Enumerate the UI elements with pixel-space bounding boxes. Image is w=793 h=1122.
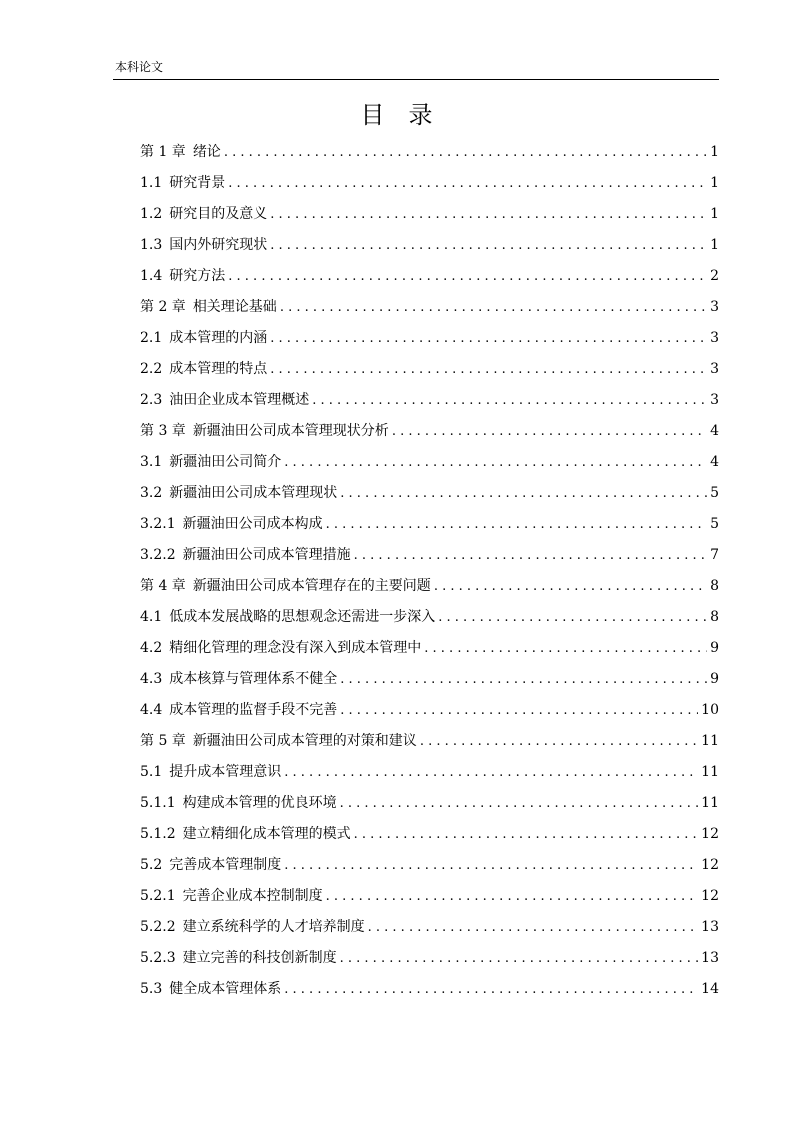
- toc-leader-dots: [284, 854, 698, 878]
- toc-entry: [140, 822, 719, 853]
- toc-leader-dots: [340, 668, 707, 692]
- toc-entry-page: 12: [701, 857, 719, 873]
- toc-entry-number: 5.2: [140, 857, 163, 873]
- toc-entry-number: 第 2 章: [140, 299, 186, 315]
- toc-entry-number: 3.2.2: [140, 547, 176, 563]
- toc-leader-dots: [438, 606, 707, 630]
- toc-entry-title: 新疆油田公司成本构成: [182, 516, 323, 532]
- toc-entry-page: 1: [710, 144, 719, 160]
- toc-leader-dots: [312, 389, 707, 413]
- toc-entry-title: 研究背景: [169, 175, 226, 191]
- toc-leader-dots: [434, 575, 707, 599]
- toc-entry: [140, 171, 719, 202]
- toc-entry-number: 2.3: [140, 392, 163, 408]
- toc-entry-number: 第 4 章: [140, 578, 186, 594]
- toc-entry-page: 12: [701, 888, 719, 904]
- toc-entry-title: 完善成本管理制度: [169, 857, 282, 873]
- toc-entry-title: 国内外研究现状: [169, 237, 268, 253]
- toc-entry-number: 第 5 章: [140, 733, 186, 749]
- toc-entry-number: 2.1: [140, 330, 163, 346]
- toc-leader-dots: [326, 885, 699, 909]
- toc-entry-page: 4: [710, 454, 719, 470]
- toc-leader-dots: [340, 792, 699, 816]
- toc-entry-number: 1.1: [140, 175, 163, 191]
- toc-leader-dots: [368, 916, 699, 940]
- toc-list: [140, 140, 719, 1008]
- toc-leader-dots: [284, 978, 698, 1002]
- toc-entry: [140, 512, 719, 543]
- toc-entry-title: 相关理论基础: [192, 299, 277, 315]
- toc-entry-page: 13: [701, 950, 719, 966]
- toc-leader-dots: [280, 296, 707, 320]
- toc-leader-dots: [354, 544, 707, 568]
- toc-leader-dots: [326, 513, 707, 537]
- toc-entry-title: 新疆油田公司成本管理现状: [169, 485, 338, 501]
- toc-entry-number: 5.2.3: [140, 950, 176, 966]
- toc-entry-title: 研究目的及意义: [169, 206, 268, 222]
- toc-entry-title: 油田企业成本管理概述: [169, 392, 310, 408]
- toc-entry-number: 5.1.2: [140, 826, 176, 842]
- toc-leader-dots: [392, 420, 707, 444]
- toc-leader-dots: [340, 947, 699, 971]
- toc-entry-title: 绪论: [192, 144, 221, 160]
- toc-entry: [140, 388, 719, 419]
- toc-leader-dots: [270, 327, 707, 351]
- toc-entry-page: 13: [701, 919, 719, 935]
- toc-entry: [140, 915, 719, 946]
- toc-entry: [140, 946, 719, 977]
- toc-entry-number: 第 1 章: [140, 144, 186, 160]
- toc-entry: [140, 419, 719, 450]
- toc-leader-dots: [284, 451, 707, 475]
- toc-entry: [140, 853, 719, 884]
- toc-entry-page: 3: [710, 330, 719, 346]
- toc-entry-number: 1.3: [140, 237, 163, 253]
- toc-entry: [140, 574, 719, 605]
- toc-leader-dots: [340, 699, 698, 723]
- toc-title: 目 录: [360, 101, 433, 129]
- toc-entry-page: 1: [710, 237, 719, 253]
- toc-entry-title: 成本管理的特点: [169, 361, 268, 377]
- toc-entry-number: 5.3: [140, 981, 163, 997]
- toc-entry-number: 4.1: [140, 609, 163, 625]
- toc-entry: [140, 140, 719, 171]
- toc-entry-page: 3: [710, 299, 719, 315]
- toc-entry-title: 成本管理的内涵: [169, 330, 268, 346]
- header-rule: [113, 79, 719, 80]
- toc-entry: [140, 295, 719, 326]
- toc-entry-title: 提升成本管理意识: [169, 764, 282, 780]
- toc-entry-number: 4.3: [140, 671, 163, 687]
- toc-entry-number: 3.2: [140, 485, 163, 501]
- toc-entry-number: 5.2.2: [140, 919, 176, 935]
- toc-entry-page: 10: [701, 702, 719, 718]
- toc-entry: [140, 450, 719, 481]
- toc-entry-page: 8: [710, 609, 719, 625]
- toc-entry-number: 第 3 章: [140, 423, 186, 439]
- toc-entry-page: 9: [710, 640, 719, 656]
- toc-entry: [140, 481, 719, 512]
- toc-entry: [140, 977, 719, 1008]
- toc-entry: [140, 202, 719, 233]
- toc-entry-number: 1.4: [140, 268, 163, 284]
- toc-leader-dots: [270, 234, 707, 258]
- toc-entry: [140, 667, 719, 698]
- toc-entry-title: 新疆油田公司成本管理的对策和建议: [192, 733, 417, 749]
- toc-leader-dots: [270, 203, 707, 227]
- toc-entry: [140, 760, 719, 791]
- toc-entry: [140, 357, 719, 388]
- toc-entry: [140, 605, 719, 636]
- toc-leader-dots: [228, 172, 707, 196]
- toc-entry-number: 1.2: [140, 206, 163, 222]
- toc-entry-page: 11: [701, 795, 719, 811]
- toc-entry-page: 12: [701, 826, 719, 842]
- toc-entry-page: 11: [701, 764, 719, 780]
- toc-entry-number: 4.2: [140, 640, 163, 656]
- toc-entry-page: 14: [701, 981, 719, 997]
- toc-entry-page: 11: [701, 733, 719, 749]
- toc-entry-title: 新疆油田公司成本管理现状分析: [192, 423, 389, 439]
- toc-entry: [140, 543, 719, 574]
- toc-entry-page: 3: [710, 392, 719, 408]
- toc-entry-number: 2.2: [140, 361, 163, 377]
- toc-leader-dots: [340, 482, 707, 506]
- toc-entry-title: 新疆油田公司成本管理措施: [182, 547, 351, 563]
- toc-entry-page: 3: [710, 361, 719, 377]
- toc-entry-title: 精细化管理的理念没有深入到成本管理中: [169, 640, 422, 656]
- toc-leader-dots: [424, 637, 707, 661]
- toc-entry-title: 新疆油田公司成本管理存在的主要问题: [192, 578, 431, 594]
- toc-entry-title: 构建成本管理的优良环境: [182, 795, 337, 811]
- toc-entry: [140, 884, 719, 915]
- toc-entry-page: 5: [710, 516, 719, 532]
- toc-entry-page: 9: [710, 671, 719, 687]
- toc-leader-dots: [224, 141, 707, 165]
- toc-entry: [140, 264, 719, 295]
- toc-entry-page: 8: [710, 578, 719, 594]
- toc-entry-title: 建立精细化成本管理的模式: [182, 826, 351, 842]
- toc-entry-title: 研究方法: [169, 268, 226, 284]
- toc-entry-title: 成本管理的监督手段不完善: [169, 702, 338, 718]
- toc-entry-title: 健全成本管理体系: [169, 981, 282, 997]
- toc-entry-title: 成本核算与管理体系不健全: [169, 671, 338, 687]
- toc-entry: [140, 791, 719, 822]
- toc-entry-title: 建立完善的科技创新制度: [182, 950, 337, 966]
- toc-leader-dots: [354, 823, 699, 847]
- toc-entry-page: 1: [710, 206, 719, 222]
- toc-entry-title: 完善企业成本控制制度: [182, 888, 323, 904]
- toc-entry-number: 5.1.1: [140, 795, 176, 811]
- toc-entry-number: 5.1: [140, 764, 163, 780]
- toc-entry-title: 低成本发展战略的思想观念还需进一步深入: [169, 609, 436, 625]
- toc-entry-page: 2: [710, 268, 719, 284]
- toc-entry: [140, 636, 719, 667]
- toc-entry: [140, 698, 719, 729]
- toc-entry-page: 1: [710, 175, 719, 191]
- toc-leader-dots: [420, 730, 698, 754]
- toc-leader-dots: [270, 358, 707, 382]
- toc-entry-number: 4.4: [140, 702, 163, 718]
- toc-entry-number: 5.2.1: [140, 888, 176, 904]
- toc-entry-page: 5: [710, 485, 719, 501]
- toc-entry-number: 3.1: [140, 454, 163, 470]
- toc-entry-number: 3.2.1: [140, 516, 176, 532]
- toc-entry: [140, 326, 719, 357]
- toc-entry-title: 建立系统科学的人才培养制度: [182, 919, 365, 935]
- toc-entry-title: 新疆油田公司简介: [169, 454, 282, 470]
- toc-entry-page: 7: [710, 547, 719, 563]
- toc-entry: [140, 729, 719, 760]
- toc-leader-dots: [284, 761, 698, 785]
- toc-leader-dots: [228, 265, 707, 289]
- toc-entry-page: 4: [710, 423, 719, 439]
- toc-entry: [140, 233, 719, 264]
- running-header: 本科论文: [115, 60, 164, 74]
